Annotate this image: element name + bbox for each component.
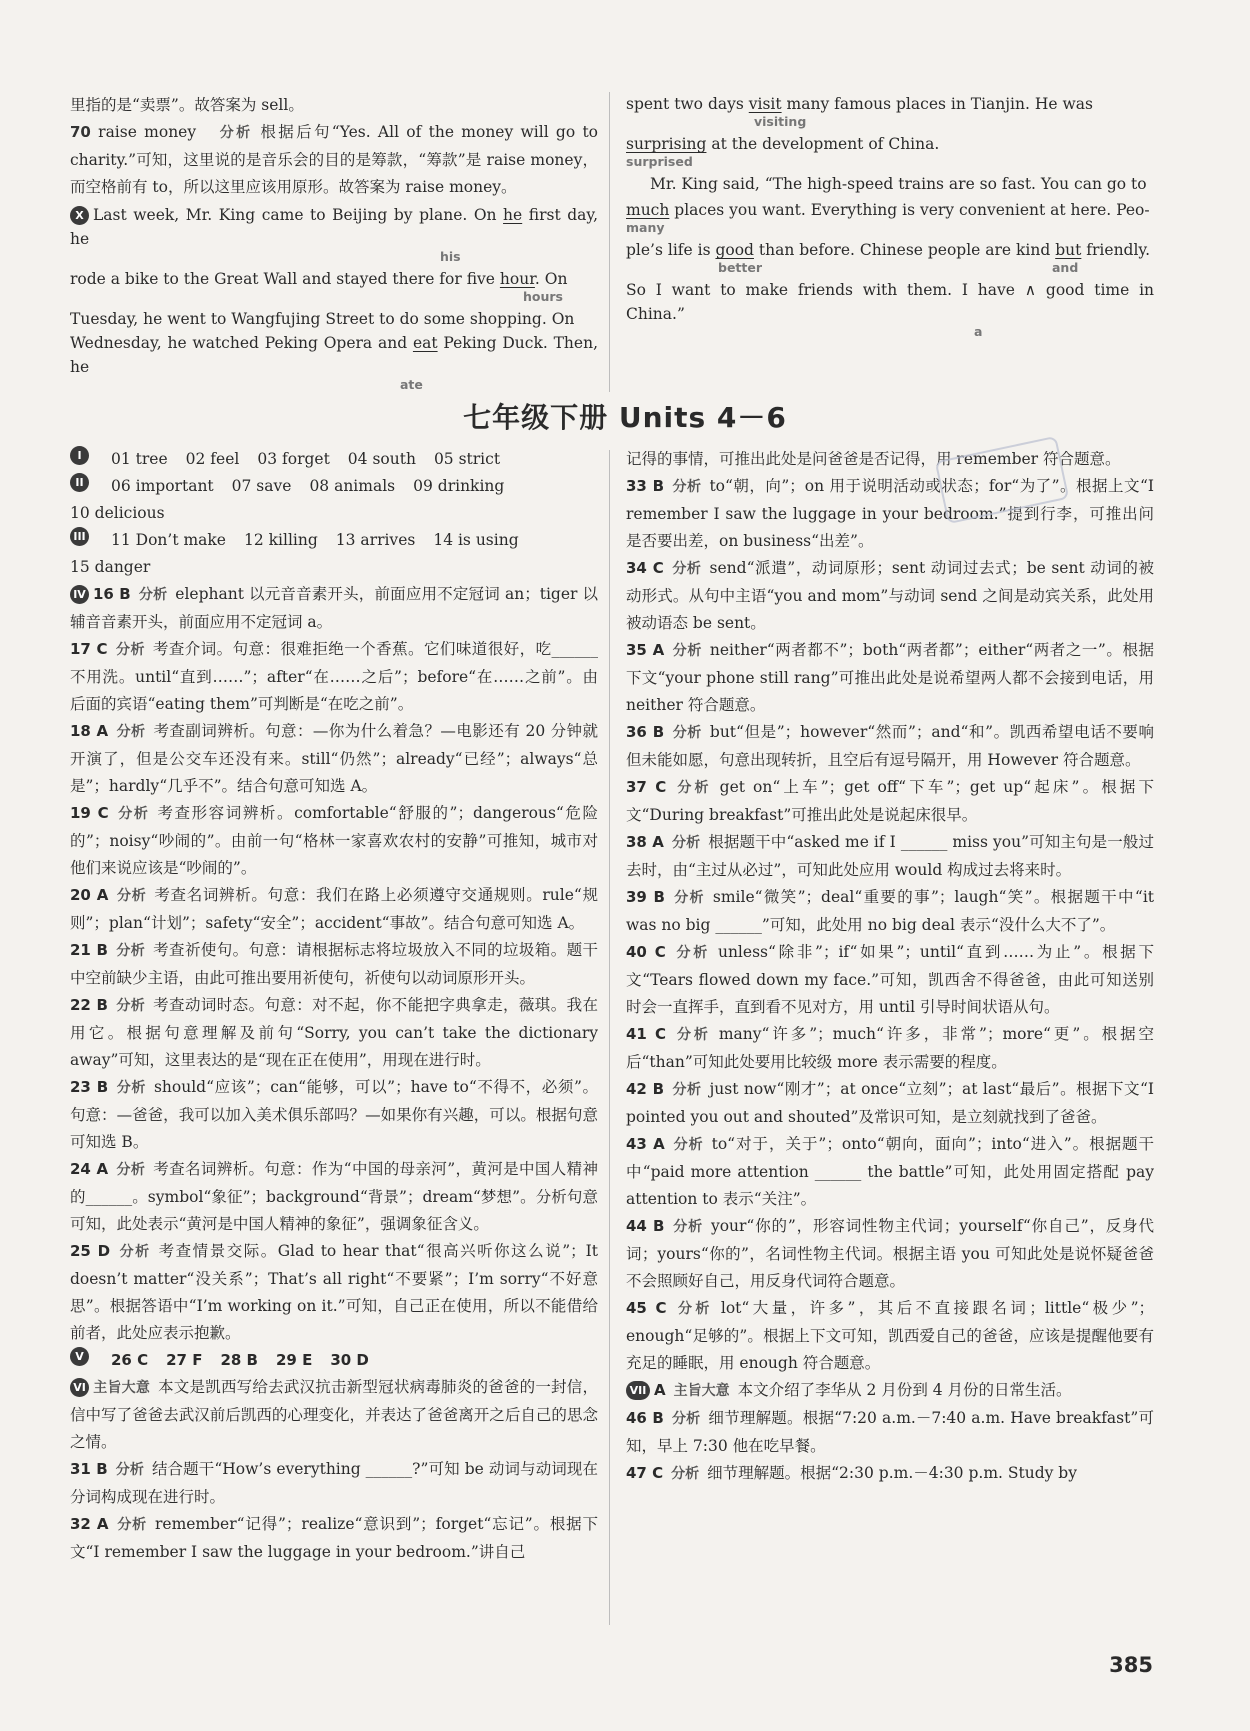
answer-21: 21 B 分析 考查祈使句。句意：请根据标志将垃圾放入不同的垃圾箱。题干中空前缺少主语，由此可推出要用祈使句，祈使句以动词原形开头。: [70, 941, 599, 987]
answer-41: 41 C 分析 many“许多”；much“许多，非常”；more“更”。根据空后“than”可知此处要用比较级 more 表示需要的程度。: [626, 1025, 1154, 1071]
insert-caret: ∧: [1024, 281, 1037, 299]
answer-46: 46 B 分析 细节理解题。根据“7:20 a.m.－7:40 a.m. Have breakfast”可知，早上 7:30 他在吃早餐。: [626, 1409, 1154, 1455]
answer-18: 18 A 分析 考查副词辨析。句意：—你为什么着急？—电影还有 20 分钟就开演了，但是公交车还没有来。still“仍然”；already“已经”；always“总是”；hardly“几乎不”。结合句意可知选 A。: [70, 722, 598, 795]
section-1-answers: I 01 tree 02 feel 03 forget 04 south 05 strict: [70, 446, 598, 473]
answer-24: 24 A 分析 考查名词辨析。句意：作为“中国的母亲河”，黄河是中国人精神的______。symbol“象征”；background“背景”；dream“梦想”。分析句意可知，此处表示“黄河是中国人精神的象征”，强调象征含义。: [70, 1160, 598, 1233]
top-left-column: [70, 92, 598, 395]
answer-19: 19 C 分析 考查形容词辨析。comfortable“舒服的”；dangerous“危险的”；noisy“吵闹的”。由前一句“格林一家喜欢农村的安静”可推知，城市对他们来说应该是“吵闹的”。: [70, 804, 598, 877]
text-line: Mr. King said, “The high-speed trains are so fast. You can go to: [650, 175, 1147, 193]
correction-word: many: [626, 220, 665, 235]
section-7-summary: VII A 主旨大意 本文介绍了李华从 2 月份到 4 月份的日常生活。: [626, 1377, 1154, 1405]
error-word: but: [1055, 241, 1082, 259]
error-word: good: [715, 241, 754, 259]
column-divider-top: [609, 92, 610, 392]
answer-16: IV 16 B 分析 elephant 以元音音素开头，前面应用不定冠词 an；tiger 以辅音音素开头，前面应用不定冠词 a。: [70, 585, 599, 631]
section-6-icon: VI: [70, 1378, 89, 1397]
section-5-icon: V: [70, 1347, 89, 1366]
section-1-icon: I: [70, 446, 89, 465]
correction-word: ate: [400, 377, 423, 392]
answer-33: 33 B 分析 to“朝，向”；on 用于说明活动或状态；for“为了”。根据上文“I remember I saw the luggage in your bedroom.”提到行李，可推出问是否要出差，on business“出差”。: [626, 477, 1154, 550]
answer-47: 47 C 分析 细节理解题。根据“2:30 p.m.－4:30 p.m. Study by: [626, 1464, 1077, 1482]
column-divider-bottom: [609, 450, 610, 1625]
page-number: 385: [1109, 1653, 1153, 1677]
correction-word: his: [440, 249, 461, 264]
answer-23: 23 B 分析 should“应该”；can“能够，可以”；have to“不得不，必须”。句意：—爸爸，我可以加入美术俱乐部吗？—如果你有兴趣，可以。根据句意可知选 B。: [70, 1078, 599, 1151]
answer-37: 37 C 分析 get on“上车”；get off“下车”；get up“起床”。根据下文“During breakfast”可推出此处是说起床很早。: [626, 778, 1155, 824]
answer-34: 34 C 分析 send“派遣”，动词原形；sent 动词过去式；be sent 动词的被动形式。从句中主语“you and mom”与动词 send 之间是动宾关系，此处用被动语态 be sent。: [626, 559, 1155, 632]
section-6-summary: VI 主旨大意 本文是凯西写给去武汉抗击新型冠状病毒肺炎的爸爸的一封信，信中写了爸爸去武汉前后凯西的心理变化，并表达了爸爸离开之后自己的思念之情。: [70, 1378, 598, 1451]
error-word: visit: [748, 95, 782, 113]
correction-word: and: [1052, 260, 1079, 275]
correction-word: visiting: [754, 114, 807, 129]
answer-36: 36 B 分析 but“但是”；however“然而”；and“和”。凯西希望电话不要响但未能如愿，句意出现转折，且空后有逗号隔开，用 However 符合题意。: [626, 723, 1154, 769]
answer-20: 20 A 分析 考查名词辨析。句意：我们在路上必须遵守交通规则。rule“规则”；plan“计划”；safety“安全”；accident“事故”。结合句意可知选 A。: [70, 886, 598, 932]
answer-45: 45 C 分析 lot“大量，许多”，其后不直接跟名词；little“极少”；enough“足够的”。根据上下文可知，凯西爱自己的爸爸，应该是提醒他要有充足的睡眠，用 enough 符合题意。: [626, 1299, 1154, 1372]
section-3-icon: III: [70, 527, 89, 546]
section-4-icon: IV: [70, 585, 89, 604]
answer-22: 22 B 分析 考查动词时态。句意：对不起，你不能把字典拿走，薇琪。我在用它。根据句意理解及前句“Sorry, you can’t take the dictionary away”可知，这里表达的是“现在正在使用”，用现在进行时。: [70, 996, 599, 1069]
answer-44: 44 B 分析 your“你的”，形容词性物主代词；yourself“你自己”，反身代词；yours“你的”，名词性物主代词。根据主语 you 可知此处是说怀疑爸爸不会照顾好自己，用反身代词符合题意。: [626, 1217, 1155, 1290]
text-line: Tuesday, he went to Wangfujing Street to do some shopping. On: [70, 310, 575, 328]
answer-42: 42 B 分析 just now“刚才”；at once“立刻”；at last“最后”。根据下文“I pointed you out and shouted”及常识可知，是立刻就找到了爸爸。: [626, 1080, 1155, 1126]
answer-17: 17 C 分析 考查介词。句意：很难拒绝一个香蕉。它们味道很好，吃______不用洗。until“直到……”；after“在……之后”；before“在……之前”。由后面的宾语“eating them”可判断是“在吃之前”。: [70, 640, 599, 713]
correction-word: hours: [523, 289, 563, 304]
answer-43: 43 A 分析 to“对于，关于”；onto“朝向，面向”；into“进入”。根据题干中“paid more attention ______ the battle”可知，此处用固定搭配 pay attention to 表示“关注”。: [626, 1135, 1155, 1208]
answer-39: 39 B 分析 smile“微笑”；deal“重要的事”；laugh“笑”。根据题干中“it was no big ______”可知，此处用 no big deal 表示“没什么大不了”。: [626, 888, 1154, 934]
section-5-answers: V 26 C 27 F 28 B 29 E 30 D: [70, 1347, 598, 1374]
answer-32: 32 A 分析 remember“记得”；realize“意识到”；forget“忘记”。根据下文“I remember I saw the luggage in your bedroom.”讲自己: [70, 1515, 598, 1561]
answer-35: 35 A 分析 neither“两者都不”；both“两者都”；either“两者之一”。根据下文“your phone still rang”可推出此处是说希望两人都不会接到电话，用 neither 符合题意。: [626, 641, 1154, 714]
error-word: hour: [499, 270, 535, 288]
error-word: surprising: [626, 135, 707, 153]
section-2-icon: II: [70, 473, 89, 492]
answer-70: 70 raise money 分析 根据后句“Yes. All of the money will go to charity.”可知，这里说的是音乐会的目的是筹款，“筹款”是 raise money，而空格前有 to，所以这里应该用原形。故答案为 raise money。: [70, 123, 599, 196]
section-x-icon: X: [70, 206, 89, 225]
bottom-left-column: [70, 446, 598, 1566]
text-line: 里指的是“卖票”。故答案为 sell。: [70, 96, 304, 114]
error-word: much: [626, 201, 670, 219]
correction-word: a: [974, 324, 983, 339]
answer-31: 31 B 分析 结合题干“How’s everything ______?”可知 be 动词与动词现在分词构成现在进行时。: [70, 1460, 599, 1506]
correction-word: better: [718, 260, 763, 275]
answer-38: 38 A 分析 根据题干中“asked me if I ______ miss you”可知主句是一般过去时，由“主过从必过”，可知此处应用 would 构成过去将来时。: [626, 833, 1154, 879]
section-title: 七年级下册 Units 4－6: [463, 401, 787, 434]
section-2-answers: II 06 important 07 save 08 animals 09 drinking 10 delicious: [70, 473, 598, 527]
error-word: eat: [412, 334, 438, 352]
correction-word: surprised: [626, 154, 693, 169]
top-right-column: spent two days visit many famous places in Tianjin. He was visiting surprising at the development of China. surprised Mr. King said, “The high-speed trains are so fast. You can go to much places you want. Everything is very convenient at here. Peo- many ple’s life is good than before. Chinese people are kind but friendly. better and So I want to make friends with them. I have ∧ good time in China.” a: [626, 95, 1155, 339]
answer-25: 25 D 分析 考查情景交际。Glad to hear that“很高兴听你这么说”；It doesn’t matter“没关系”；That’s all right“不要紧”；I’m sorry“不好意思”。根据答语中“I’m working on it.”可知，自己正在使用，所以不能借给前者，此处应表示抱歉。: [70, 1242, 598, 1342]
bottom-right-column: [626, 446, 1154, 1488]
writing-correction: X Last week, Mr. King came to Beijing by plane. On he first day, he his rode a bike to the Great Wall and stayed there for five hour. On hours Tuesday, he went to Wangfujing Street to do some shopping. On Wednesday, he watched Peking Opera and eat Peking Duck. Then, he ate: [70, 206, 598, 392]
answer-40: 40 C 分析 unless“除非”；if“如果”；until“直到……为止”。根据下文“Tears flowed down my face.”可知，凯西舍不得爸爸，由此可知送别时会一直挥手，直到看不见对方，用 until 引导时间状语从句。: [626, 943, 1155, 1016]
error-word: he: [503, 206, 523, 224]
answer-32-continued: 记得的事情，可推出此处是问爸爸是否记得，用 remember 符合题意。: [626, 450, 1121, 468]
section-7-icon: VII: [626, 1381, 650, 1400]
section-3-answers: III 11 Don’t make 12 killing 13 arrives 14 is using 15 danger: [70, 527, 598, 581]
